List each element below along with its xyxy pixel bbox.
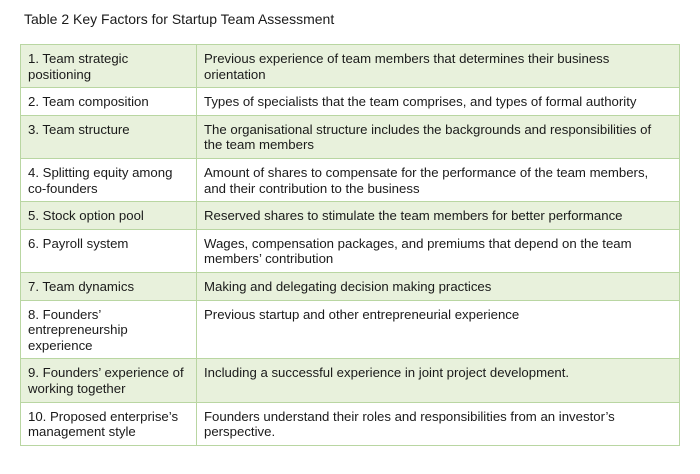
factor-cell: 3. Team structure [21,115,197,158]
description-cell: Wages, compensation packages, and premiums that depend on the team members’ contribution [197,229,680,272]
description-cell: Previous experience of team members that determines their business orientation [197,45,680,88]
description-cell: Founders understand their roles and responsibilities from an investor’s perspective. [197,402,680,445]
description-cell: The organisational structure includes the backgrounds and responsibilities of the team members [197,115,680,158]
description-cell: Amount of shares to compensate for the performance of the team members, and their contribution to the business [197,158,680,201]
table-row [21,359,680,402]
factor-cell: 1. Team strategic positioning [21,45,197,88]
description-cell: Including a successful experience in joint project development. [197,359,680,402]
table-row [21,88,680,116]
factor-cell: 5. Stock option pool [21,202,197,230]
description-cell: Making and delegating decision making practices [197,272,680,300]
factor-cell: 2. Team composition [21,88,197,116]
factor-cell: 9. Founders’ experience of working together [21,359,197,402]
table-row [21,202,680,230]
key-factors-table [20,44,680,446]
factor-cell: 7. Team dynamics [21,272,197,300]
table-row [21,158,680,201]
factor-cell: 6. Payroll system [21,229,197,272]
table-row [21,272,680,300]
description-cell: Types of specialists that the team comprises, and types of formal authority [197,88,680,116]
description-cell: Reserved shares to stimulate the team members for better performance [197,202,680,230]
table-row [21,115,680,158]
table-caption: Table 2 Key Factors for Startup Team Assessment [24,11,335,27]
table-row [21,45,680,88]
factor-cell: 8. Founders’ entrepreneurship experience [21,300,197,359]
table-row [21,229,680,272]
table-row [21,402,680,445]
factor-cell: 4. Splitting equity among co-founders [21,158,197,201]
table-row [21,300,680,359]
factor-cell: 10. Proposed enterprise’s management style [21,402,197,445]
description-cell: Previous startup and other entrepreneurial experience [197,300,680,359]
